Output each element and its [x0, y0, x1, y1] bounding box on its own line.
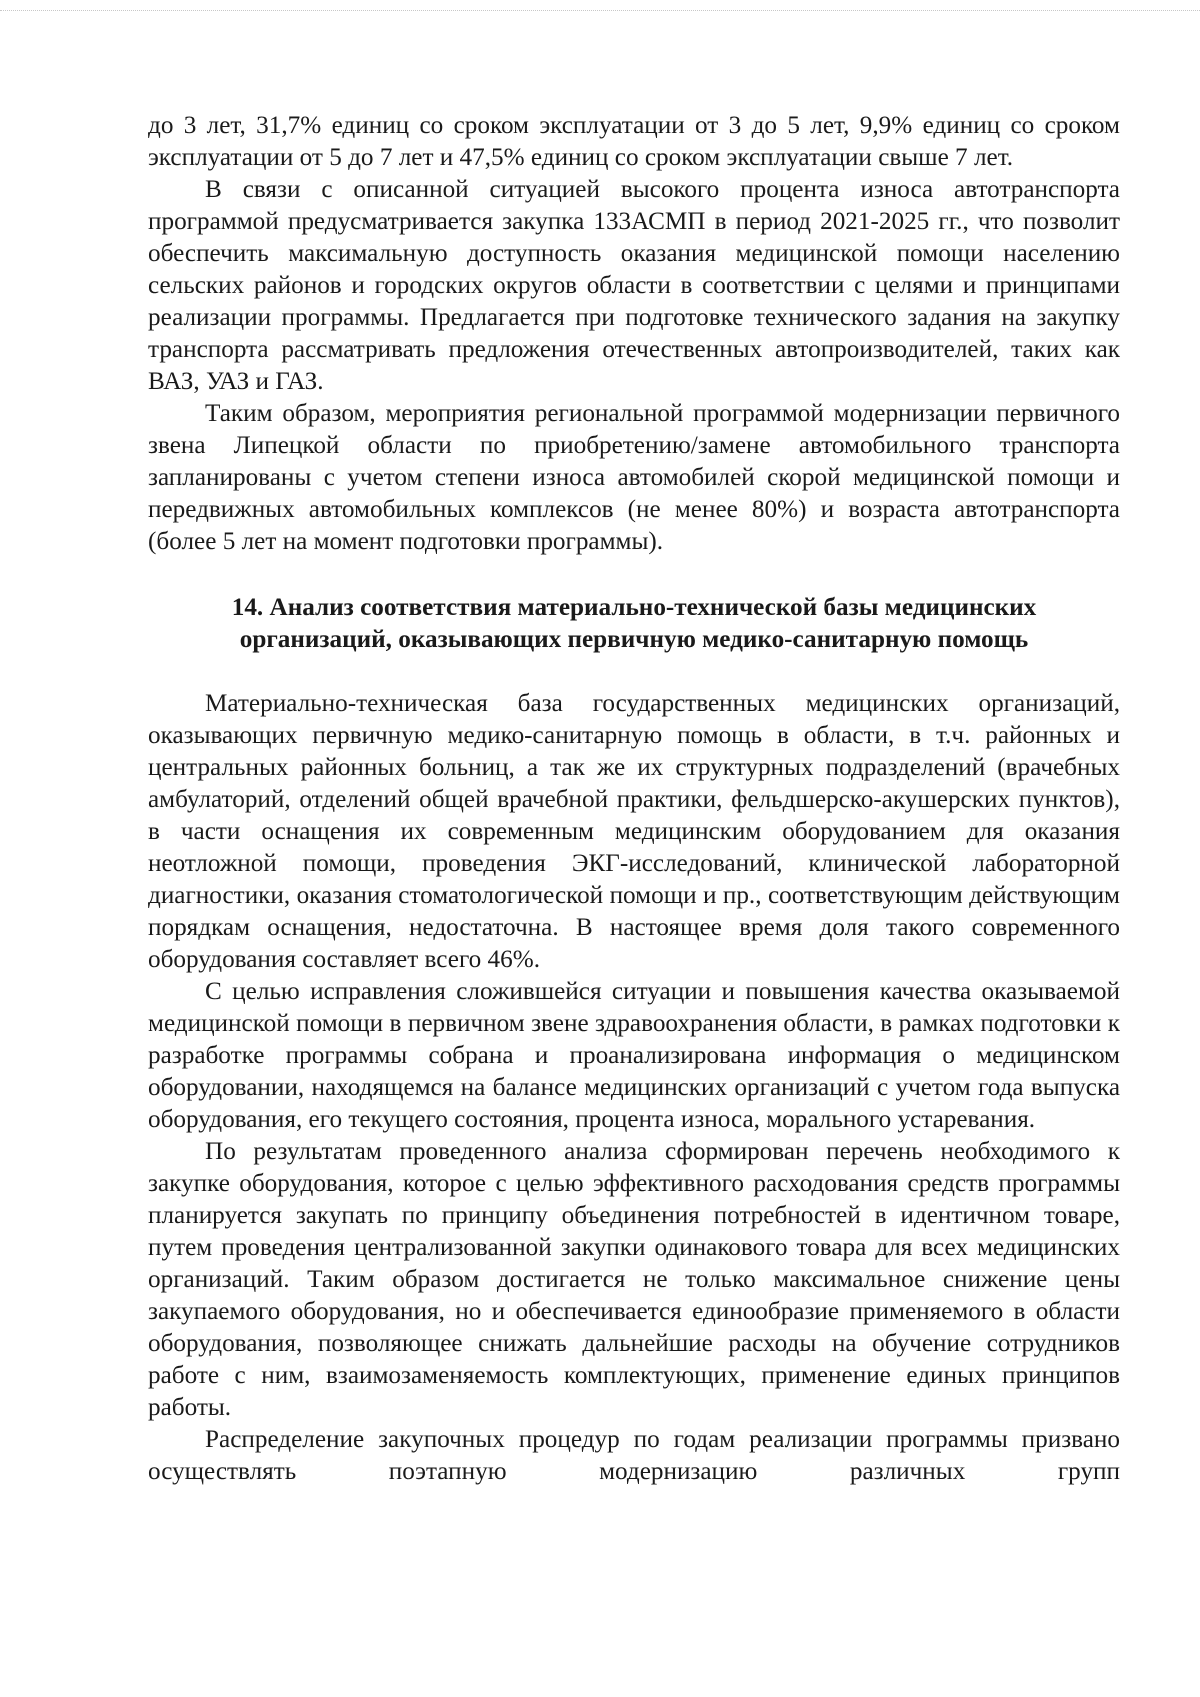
- paragraph-centralized-procurement: По результатам проведенного анализа сформирован перечень необходимого к закупке оборудования, которое с целью эффективного расходования средств программы планируется закупать по принципу объединения потребностей в идентичном товаре, путем проведения централизованной закупки одинакового товара для всех медицинских организаций. Таким образом достигается не только максимальное снижение цены закупаемого оборудования, но и обеспечивается единообразие применяемого в области оборудования, позволяющее снижать дальнейшие расходы на обучение сотрудников работе с ним, взаимозаменяемость комплектующих, применение единых принципов работы.: [148, 1138, 1120, 1421]
- paragraph-vehicle-summary: Таким образом, мероприятия региональной программой модернизации первичного звена Липецкой области по приобретению/замене автомобильного транспорта запланированы с учетом степени износа автомобилей скорой медицинской помощи и передвижных автомобильных комплексов (не менее 80%) и возраста автотранспорта (более 5 лет на момент подготовки программы).: [148, 400, 1120, 555]
- paragraph-material-base: Материально-техническая база государственных медицинских организаций, оказывающих первичную медико-санитарную помощь в области, в т.ч. районных и центральных районных больниц, а так же их структурных подразделений (врачебных амбулаторий, отделений общей врачебной практики, фельдшерско-акушерских пунктов), в части оснащения их современным медицинским оборудованием для оказания неотложной помощи, проведения ЭКГ-исследований, клинической лабораторной диагностики, оказания стоматологической помощи и пр., соответствующим действующим порядкам оснащения, недостаточна. В настоящее время доля такого современного оборудования составляет всего 46%.: [148, 690, 1120, 973]
- paragraph-procurement-distribution: Распределение закупочных процедур по годам реализации программы призвано осуществлять поэтапную модернизацию различных групп: [148, 1426, 1120, 1485]
- scan-top-border: [0, 10, 1200, 11]
- paragraph-equipment-analysis: С целью исправления сложившейся ситуации и повышения качества оказываемой медицинской помощи в первичном звене здравоохранения области, в рамках подготовки к разработке программы собрана и проанализирована информация о медицинском оборудовании, находящемся на балансе медицинских организаций с учетом года выпуска оборудования, его текущего состояния, процента износа, морального устаревания.: [148, 978, 1120, 1133]
- section-heading-line-1: 14. Анализ соответствия материально-технической базы медицинских: [231, 594, 1037, 621]
- paragraph-equipment-age-stats: до 3 лет, 31,7% единиц со сроком эксплуатации от 3 до 5 лет, 9,9% единиц со сроком эксплуатации от 5 до 7 лет и 47,5% единиц со сроком эксплуатации свыше 7 лет.: [148, 112, 1120, 171]
- section-heading-line-2: организаций, оказывающих первичную медико-санитарную помощь: [239, 626, 1029, 653]
- document-page: [148, 110, 1120, 1488]
- section-heading: [148, 592, 1120, 656]
- paragraph-vehicle-procurement: В связи с описанной ситуацией высокого процента износа автотранспорта программой предусматривается закупка 133АСМП в период 2021-2025 гг., что позволит обеспечить максимальную доступность оказания медицинской помощи населению сельских районов и городских округов области в соответствии с целями и принципами реализации программы. Предлагается при подготовке технического задания на закупку транспорта рассматривать предложения отечественных автопроизводителей, таких как ВАЗ, УАЗ и ГАЗ.: [148, 176, 1120, 395]
